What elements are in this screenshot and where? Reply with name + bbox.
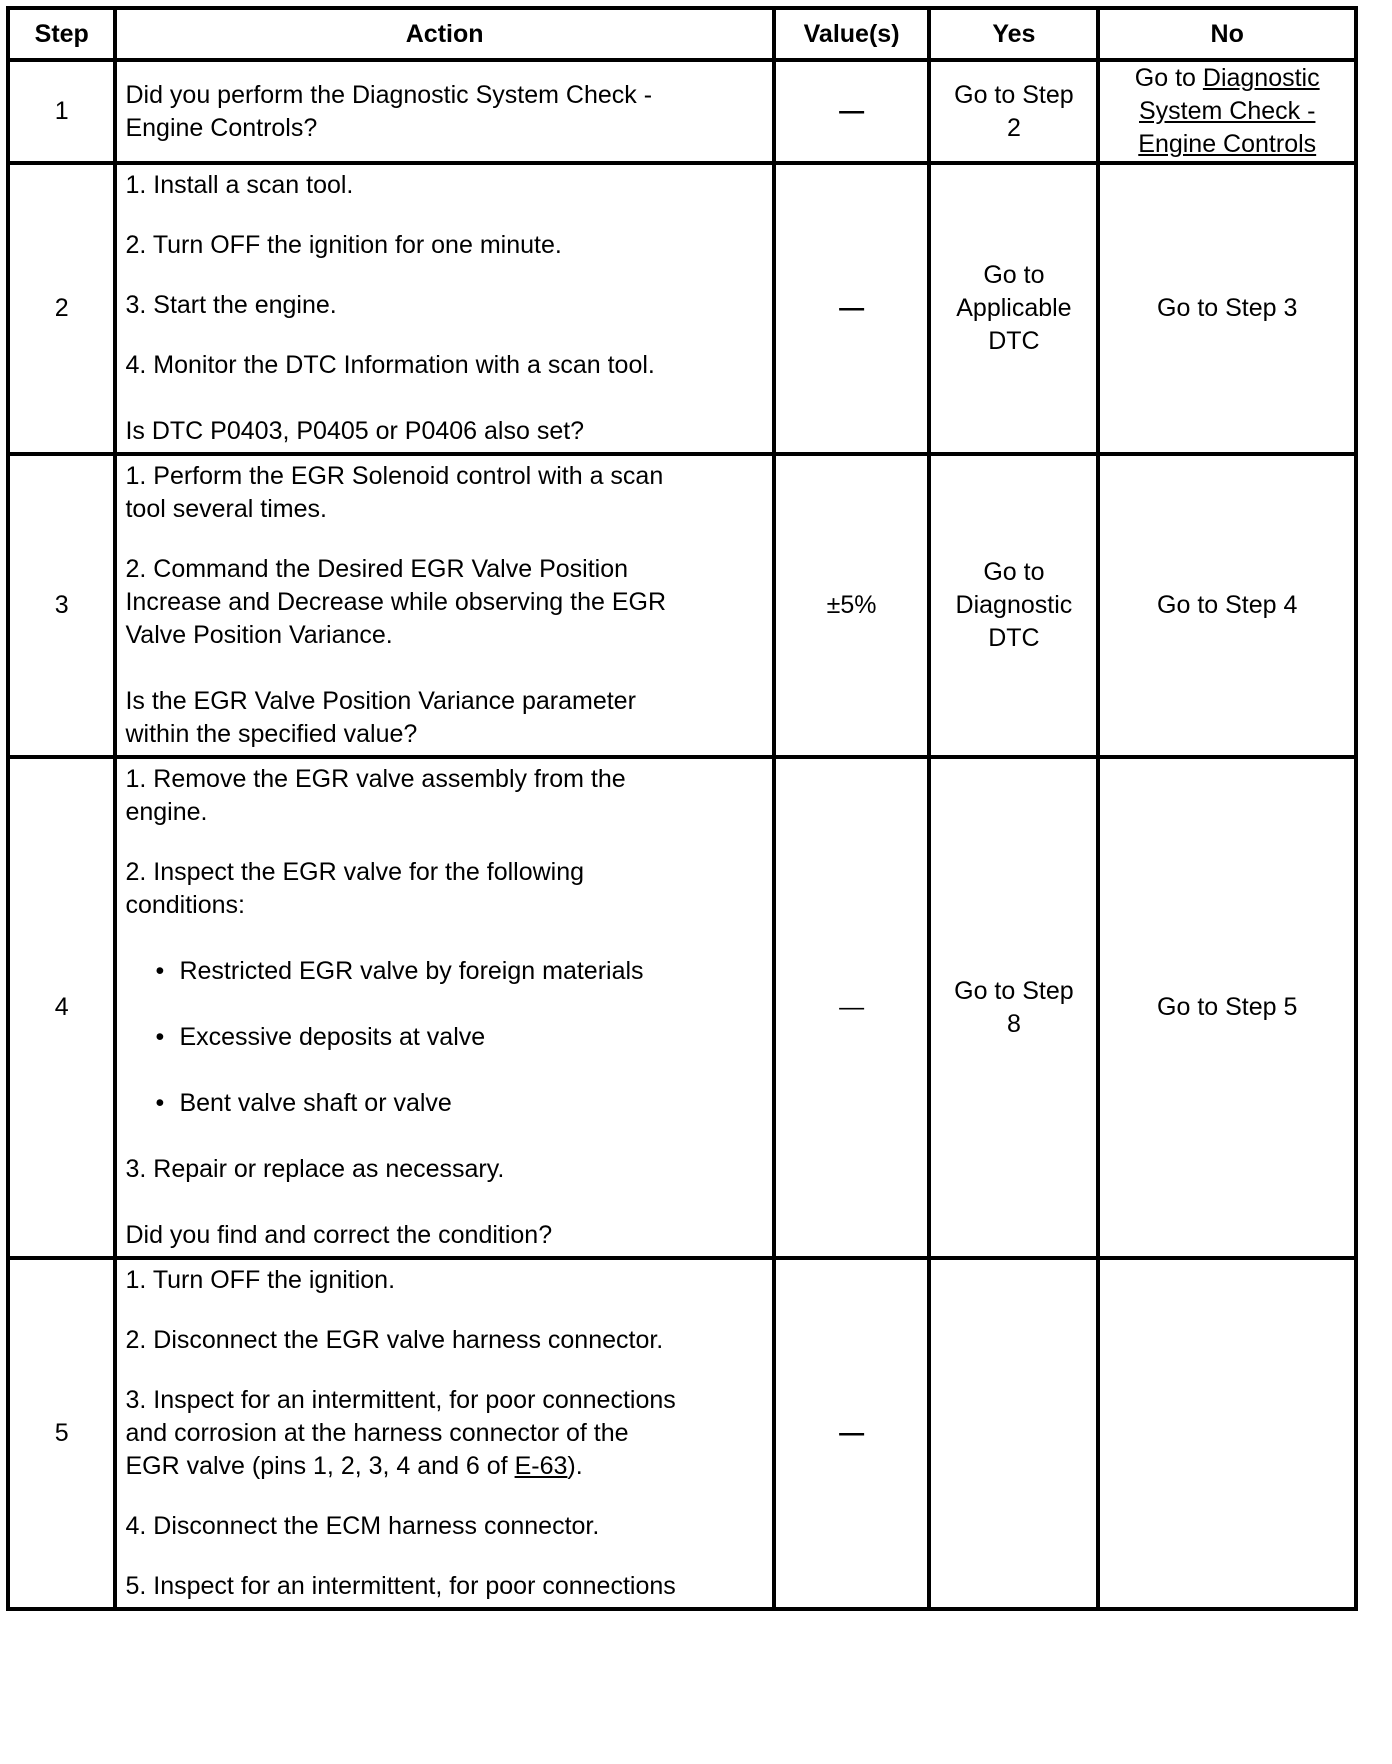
header-row — [8, 8, 1356, 60]
value-cell — [774, 1258, 930, 1609]
no-cell — [1098, 1258, 1356, 1609]
action-step: 2. Command the Desired EGR Valve Position — [125, 555, 629, 583]
value-cell — [774, 60, 930, 163]
value-cell — [774, 454, 930, 757]
action-question: Is the EGR Valve Position Variance parameter — [125, 687, 636, 715]
table-row — [8, 757, 1356, 1258]
no-cell — [1098, 60, 1356, 163]
no-cell: Go to Step 3 — [1098, 163, 1356, 454]
action-text: ). — [567, 1452, 583, 1480]
action-step: 4. Disconnect the ECM harness connector. — [125, 1512, 600, 1540]
yes-text: DTC — [988, 327, 1040, 355]
step-number: 4 — [8, 757, 115, 1258]
no-text: Go to — [1134, 64, 1203, 92]
action-cell — [115, 757, 773, 1258]
action-text: Did you perform the Diagnostic System Check - — [125, 80, 653, 109]
diagnostic-system-check-link[interactable]: Engine Controls — [1138, 130, 1317, 158]
action-step: 1. Install a scan tool. — [125, 171, 354, 199]
yes-cell — [929, 454, 1098, 757]
action-text: Engine Controls? — [125, 113, 318, 142]
step-number: 5 — [8, 1258, 115, 1609]
header-no: No — [1098, 8, 1356, 60]
step-number: 3 — [8, 454, 115, 757]
action-step: 2. Inspect the EGR valve for the following — [125, 858, 585, 886]
bullet-text: Excessive deposits at valve — [179, 1023, 486, 1051]
bullet-item — [125, 1021, 765, 1054]
table-row — [8, 454, 1356, 757]
value-text: — — [839, 294, 865, 322]
yes-text: Go to — [983, 558, 1045, 586]
header-yes: Yes — [929, 8, 1098, 60]
diagnostic-system-check-link[interactable]: System Check - — [1139, 97, 1316, 125]
yes-text: Go to — [983, 261, 1045, 289]
bullet-item — [125, 955, 765, 988]
step-number: 1 — [8, 60, 115, 163]
action-question: Is DTC P0403, P0405 or P0406 also set? — [125, 417, 585, 445]
action-question: within the specified value? — [125, 720, 418, 748]
action-step: and corrosion at the harness connector of the — [125, 1419, 629, 1447]
bullet-text: Restricted EGR valve by foreign materials — [179, 957, 644, 985]
action-step: 5. Inspect for an intermittent, for poor connections — [125, 1572, 676, 1600]
bullet-icon: • — [155, 1089, 165, 1117]
action-cell — [115, 163, 773, 454]
value-text: — — [839, 97, 865, 125]
yes-cell — [929, 757, 1098, 1258]
yes-text: DTC — [988, 624, 1040, 652]
diagnostic-system-check-link[interactable]: Diagnostic — [1202, 64, 1320, 92]
no-cell: Go to Step 4 — [1098, 454, 1356, 757]
action-step: 1. Perform the EGR Solenoid control with a scan — [125, 462, 664, 490]
yes-text: Applicable — [956, 294, 1072, 322]
value-cell — [774, 757, 930, 1258]
table-row — [8, 163, 1356, 454]
value-text: — — [839, 1419, 865, 1447]
yes-text: 8 — [1006, 1009, 1021, 1038]
yes-cell — [929, 163, 1098, 454]
action-cell — [115, 60, 773, 163]
step-number: 2 — [8, 163, 115, 454]
action-step: 3. Repair or replace as necessary. — [125, 1155, 505, 1183]
action-question: Did you find and correct the condition? — [125, 1221, 553, 1249]
action-cell — [115, 454, 773, 757]
action-step: 1. Remove the EGR valve assembly from the — [125, 765, 626, 793]
action-step: 1. Turn OFF the ignition. — [125, 1266, 396, 1294]
action-step: 4. Monitor the DTC Information with a scan tool. — [125, 351, 655, 379]
action-text: EGR valve (pins 1, 2, 3, 4 and 6 of — [125, 1452, 515, 1480]
yes-text: Go to Step — [954, 976, 1074, 1005]
action-step: Increase and Decrease while observing the EGR — [125, 588, 667, 616]
action-step — [125, 1450, 765, 1483]
action-step: Valve Position Variance. — [125, 621, 393, 649]
value-text: — — [839, 993, 865, 1021]
action-cell — [115, 1258, 773, 1609]
bullet-icon: • — [155, 957, 165, 985]
bullet-item — [125, 1087, 765, 1120]
yes-cell — [929, 1258, 1098, 1609]
action-step: tool several times. — [125, 495, 327, 523]
connector-e63-link[interactable]: E-63 — [514, 1452, 568, 1480]
value-text: ±5% — [826, 591, 877, 619]
yes-text: Go to Step — [954, 80, 1074, 109]
table-row — [8, 1258, 1356, 1609]
action-step: conditions: — [125, 891, 245, 919]
value-cell — [774, 163, 930, 454]
yes-text: Diagnostic — [955, 591, 1073, 619]
action-step: 3. Inspect for an intermittent, for poor connections — [125, 1386, 676, 1414]
header-step: Step — [8, 8, 115, 60]
header-values: Value(s) — [774, 8, 930, 60]
action-step: 2. Disconnect the EGR valve harness connector. — [125, 1326, 664, 1354]
diagnostic-table — [6, 6, 1358, 1611]
bullet-icon: • — [155, 1023, 165, 1051]
bullet-text: Bent valve shaft or valve — [179, 1089, 452, 1117]
action-step: 2. Turn OFF the ignition for one minute. — [125, 231, 562, 259]
table-row — [8, 60, 1356, 163]
header-action: Action — [115, 8, 773, 60]
action-step: 3. Start the engine. — [125, 291, 337, 319]
no-cell: Go to Step 5 — [1098, 757, 1356, 1258]
yes-cell — [929, 60, 1098, 163]
action-step: engine. — [125, 798, 208, 826]
yes-text: 2 — [1006, 113, 1021, 142]
